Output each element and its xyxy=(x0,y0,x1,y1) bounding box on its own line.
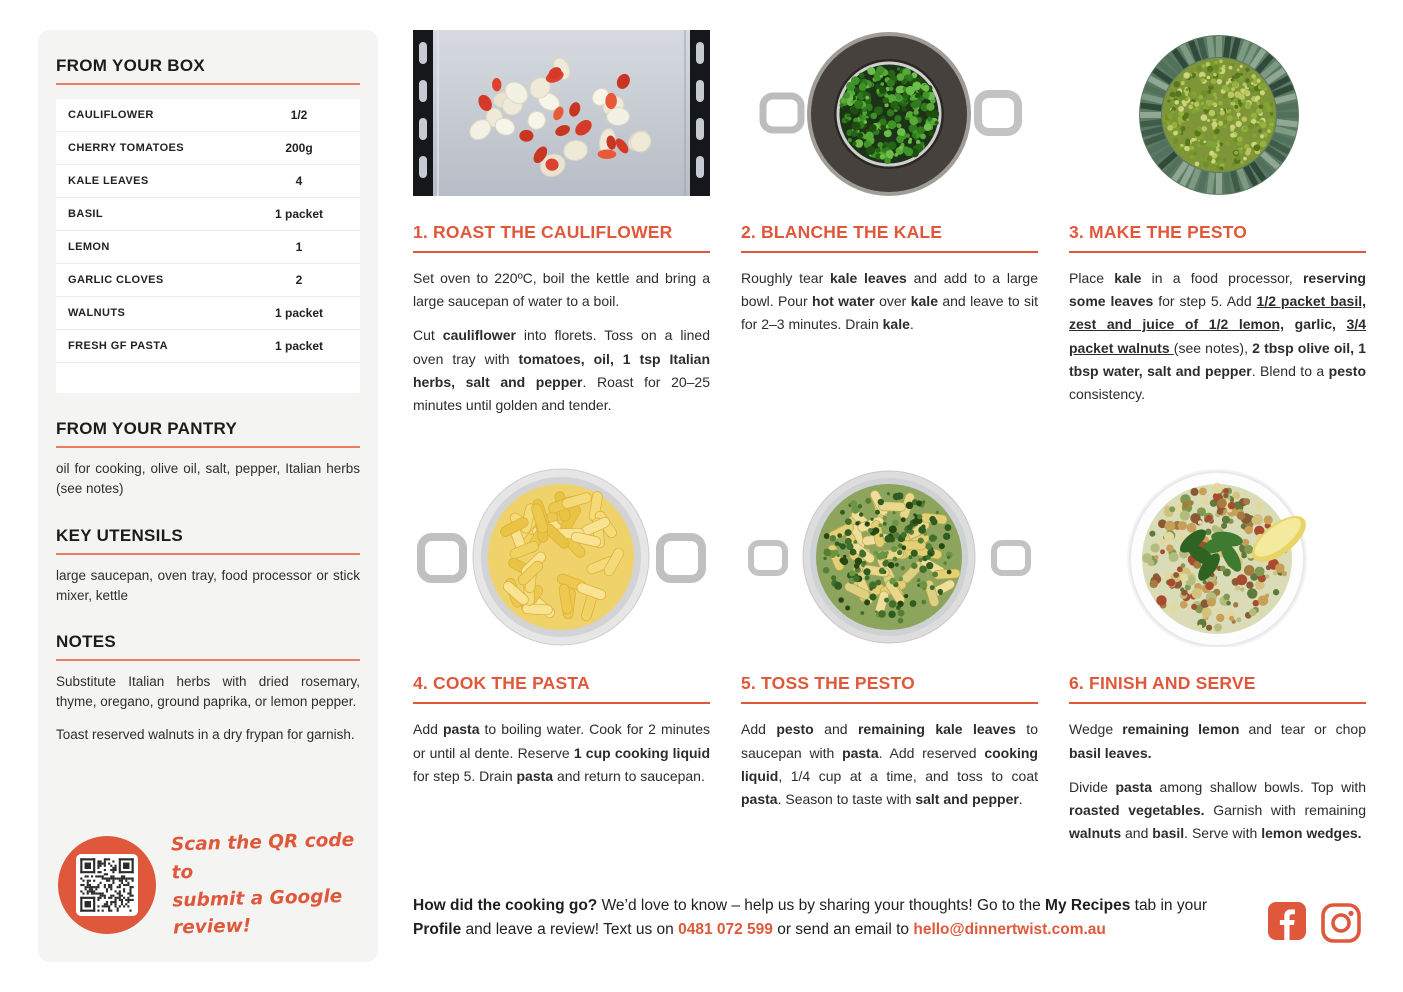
pantry-title: FROM YOUR PANTRY xyxy=(56,419,238,438)
text-segment: We’d love to know – help us by sharing your thoughts! Go to the xyxy=(597,896,1046,914)
text-segment: Divide xyxy=(1069,778,1116,795)
text-segment: garlic, xyxy=(1294,316,1336,333)
text-segment: tab in your xyxy=(1130,896,1208,914)
text-segment: 1 cup cooking liquid xyxy=(573,744,710,761)
ingredient-name: LEMON xyxy=(68,241,110,253)
served-bowl-photo-icon xyxy=(1069,467,1366,647)
ingredient-qty: 1 xyxy=(295,240,303,254)
text-segment xyxy=(1336,316,1347,332)
text-segment: How did the cooking go? xyxy=(413,896,598,914)
text-segment: kale xyxy=(1114,270,1142,286)
text-segment: and xyxy=(813,721,858,738)
text-segment: 0481 072 599 xyxy=(678,921,773,939)
text-segment: . xyxy=(909,316,914,333)
utensils-title-rule xyxy=(56,553,360,555)
text-segment: kale xyxy=(882,316,910,333)
steps-area xyxy=(413,30,1366,944)
box-title-rule xyxy=(56,83,360,85)
text-segment: My Recipes xyxy=(1045,896,1131,914)
text-segment: pasta xyxy=(442,721,480,738)
footer xyxy=(413,894,1366,944)
text-segment: among shallow bowls. Top with xyxy=(1152,778,1367,795)
step-6-paragraph xyxy=(1069,776,1366,846)
step-5 xyxy=(741,467,1038,845)
step-4-title: 4. COOK THE PASTA xyxy=(413,673,590,694)
step-6-rule xyxy=(1069,702,1366,704)
ingredient-qty: 1 packet xyxy=(274,207,324,221)
text-segment: Set oven to 220ºC, boil the kettle and bring a large saucepan of water to a boil. xyxy=(413,270,710,310)
sidebar xyxy=(38,30,378,962)
step-3-photo xyxy=(1069,30,1366,196)
text-segment: kale leaves xyxy=(830,270,907,286)
ingredient-qty: 4 xyxy=(295,174,303,188)
text-segment: . Season to taste with xyxy=(777,791,916,808)
text-segment: Cut xyxy=(413,327,443,344)
notes-paragraph: Toast reserved walnuts in a dry frypan for garnish. xyxy=(56,726,355,742)
social-links xyxy=(1268,902,1362,944)
text-segment: to saucepan with xyxy=(741,721,1038,761)
step-5-photo xyxy=(741,467,1038,647)
step-1-title: 1. ROAST THE CAULIFLOWER xyxy=(413,222,673,242)
text-segment: basil leaves. xyxy=(1069,744,1152,761)
ingredient-name: KALE LEAVES xyxy=(68,175,149,187)
text-segment: salt and pepper xyxy=(915,791,1019,808)
notes-section xyxy=(56,632,360,745)
ingredient-row xyxy=(56,330,360,363)
text-segment: pesto xyxy=(1328,362,1366,379)
notes-title-rule xyxy=(56,659,360,661)
step-1-paragraph xyxy=(413,324,710,417)
footer-text xyxy=(413,894,1268,944)
ingredient-row xyxy=(56,231,360,264)
review-qr-block xyxy=(56,829,360,940)
text-segment: hot water xyxy=(812,293,875,310)
text-segment: Garnish with remaining xyxy=(1204,802,1366,819)
text-segment: walnuts xyxy=(1069,825,1122,842)
text-segment: and xyxy=(1121,825,1153,842)
pantry-section xyxy=(56,419,360,500)
ingredient-row xyxy=(56,264,360,297)
text-segment: consistency. xyxy=(1069,386,1145,403)
step-2-title: 2. BLANCHE THE KALE xyxy=(741,222,943,242)
qr-caption-line2: submit a Google review! xyxy=(172,885,343,939)
text-segment: pasta xyxy=(842,744,879,761)
pesto-bowl-photo-icon xyxy=(1069,30,1366,196)
step-1-photo xyxy=(413,30,710,196)
text-segment: , 1/4 cup at a time, and toss to coat xyxy=(778,767,1038,784)
qr-caption-line1: Scan the QR code to xyxy=(170,829,355,884)
step-3-paragraph xyxy=(1069,267,1366,406)
pantry-text: oil for cooking, olive oil, salt, pepper, Italian herbs (see notes) xyxy=(56,461,360,497)
facebook-icon[interactable] xyxy=(1268,902,1306,944)
ingredient-row xyxy=(56,165,360,198)
qr-caption xyxy=(171,827,362,943)
ingredient-qty: 1 packet xyxy=(274,306,324,320)
text-segment xyxy=(1284,316,1295,332)
step-5-rule xyxy=(741,702,1038,704)
step-6-title: 6. FINISH AND SERVE xyxy=(1069,673,1256,694)
step-2-photo xyxy=(741,30,1038,196)
step-3-rule xyxy=(1069,251,1366,253)
step-2-paragraph xyxy=(741,267,1038,337)
text-segment: . xyxy=(1018,791,1023,808)
step-4-photo xyxy=(413,467,710,647)
utensils-text: large saucepan, oven tray, food processor or stick mixer, kettle xyxy=(56,567,360,603)
text-segment: 2 tbsp olive oil, 1 tbsp water, salt and pepper xyxy=(1069,339,1366,379)
text-segment: Add xyxy=(741,721,777,738)
text-segment: and return to saucepan. xyxy=(553,767,705,784)
text-segment: kale xyxy=(910,293,938,310)
steps-grid xyxy=(413,30,1366,846)
text-segment: and leave a review! Text us on xyxy=(461,921,679,939)
text-segment: 1/2 packet basil, xyxy=(1256,293,1366,310)
ingredient-table xyxy=(56,99,360,393)
text-segment: and add to a large bowl. Pour xyxy=(741,270,1038,310)
step-1 xyxy=(413,30,710,417)
step-1-rule xyxy=(413,251,710,253)
step-2 xyxy=(741,30,1038,417)
step-4 xyxy=(413,467,710,845)
step-6 xyxy=(1069,467,1366,845)
step-5-paragraph xyxy=(741,718,1038,811)
ingredient-row xyxy=(56,297,360,330)
ingredient-qty: 1 packet xyxy=(274,339,324,353)
pasta-colander-photo-icon xyxy=(413,467,710,647)
step-5-title: 5. TOSS THE PESTO xyxy=(741,673,915,694)
text-segment: . Blend to a xyxy=(1251,362,1329,379)
text-segment: or send an email to xyxy=(772,921,914,939)
text-segment: basil xyxy=(1152,825,1185,842)
text-segment: remaining kale leaves xyxy=(857,721,1016,738)
step-3-title: 3. MAKE THE PESTO xyxy=(1069,222,1248,242)
text-segment: for step 5. Drain xyxy=(413,767,517,784)
text-segment: Profile xyxy=(413,921,462,939)
ingredient-row xyxy=(56,99,360,132)
utensils-title: KEY UTENSILS xyxy=(56,525,184,545)
step-4-paragraph xyxy=(413,718,710,788)
text-segment: pasta xyxy=(516,767,554,784)
text-segment: to boiling water. Cook for 2 minutes or until al dente. Reserve xyxy=(413,721,710,761)
text-segment: tomatoes, oil, 1 tsp Italian herbs, salt and pepper xyxy=(413,350,710,390)
pesto-pasta-pot-photo-icon xyxy=(741,467,1038,647)
text-segment: and leave to sit for 2–3 minutes. Drain xyxy=(741,293,1038,333)
ingredient-name: CAULIFLOWER xyxy=(68,109,154,121)
text-segment: . Serve with xyxy=(1184,825,1262,842)
text-segment: into florets. Toss on a lined oven tray with xyxy=(413,327,710,367)
text-segment: Wedge xyxy=(1069,721,1123,738)
ingredient-name: GARLIC CLOVES xyxy=(68,274,164,286)
utensils-section xyxy=(56,526,360,607)
text-segment: pasta xyxy=(1115,778,1153,795)
text-segment: and tear or chop xyxy=(1239,721,1366,738)
text-segment: pasta xyxy=(741,791,778,808)
ingredient-row xyxy=(56,198,360,231)
ingredient-row xyxy=(56,132,360,165)
text-segment: reserving some leaves xyxy=(1069,270,1366,310)
oven-tray-photo-icon xyxy=(413,30,710,196)
step-4-rule xyxy=(413,702,710,704)
notes-paragraph: Substitute Italian herbs with dried rosemary, thyme, oregano, ground paprika, or lemon pepper. xyxy=(56,674,360,710)
kale-pot-photo-icon xyxy=(741,30,1038,196)
ingredient-name: WALNUTS xyxy=(68,307,126,319)
text-segment: for step 5. Add xyxy=(1153,293,1257,310)
text-segment: Place xyxy=(1069,270,1115,286)
text-segment: . Roast for 20–25 minutes until golden and tender. xyxy=(413,373,710,414)
text-segment: . Add reserved xyxy=(878,744,985,761)
step-2-rule xyxy=(741,251,1038,253)
text-segment: hello@dinnertwist.com.au xyxy=(913,921,1106,939)
text-segment: roasted vegetables. xyxy=(1069,802,1205,819)
notes-title: NOTES xyxy=(56,632,117,651)
text-segment: zest and juice of 1/2 lemon, xyxy=(1069,316,1284,333)
text-segment: Add xyxy=(413,721,443,738)
ingredient-qty: 200g xyxy=(285,141,313,155)
text-segment: cooking liquid xyxy=(741,744,1038,784)
text-segment: cauliflower xyxy=(442,327,516,344)
text-segment: in a food processor, xyxy=(1141,270,1303,286)
step-3 xyxy=(1069,30,1366,417)
step-6-paragraph xyxy=(1069,718,1366,764)
ingredient-name: CHERRY TOMATOES xyxy=(68,142,185,154)
instagram-icon[interactable] xyxy=(1320,902,1362,944)
text-segment: remaining lemon xyxy=(1122,721,1240,738)
text-segment: (see notes), xyxy=(1173,339,1253,356)
qr-code[interactable] xyxy=(58,836,156,934)
step-1-paragraph xyxy=(413,267,710,313)
pantry-title-rule xyxy=(56,446,360,448)
ingredient-name: BASIL xyxy=(68,208,103,220)
text-segment: Roughly tear xyxy=(741,270,831,286)
text-segment: 3/4 packet walnuts xyxy=(1069,316,1366,356)
text-segment: lemon wedges. xyxy=(1261,825,1362,842)
step-6-photo xyxy=(1069,467,1366,647)
text-segment: over xyxy=(874,293,911,310)
ingredient-qty: 2 xyxy=(295,273,303,287)
text-segment: pesto xyxy=(776,721,814,738)
qr-code-icon xyxy=(76,854,138,916)
ingredient-name: FRESH GF PASTA xyxy=(68,340,168,352)
ingredient-qty: 1/2 xyxy=(290,108,308,122)
box-title: FROM YOUR BOX xyxy=(56,56,206,75)
